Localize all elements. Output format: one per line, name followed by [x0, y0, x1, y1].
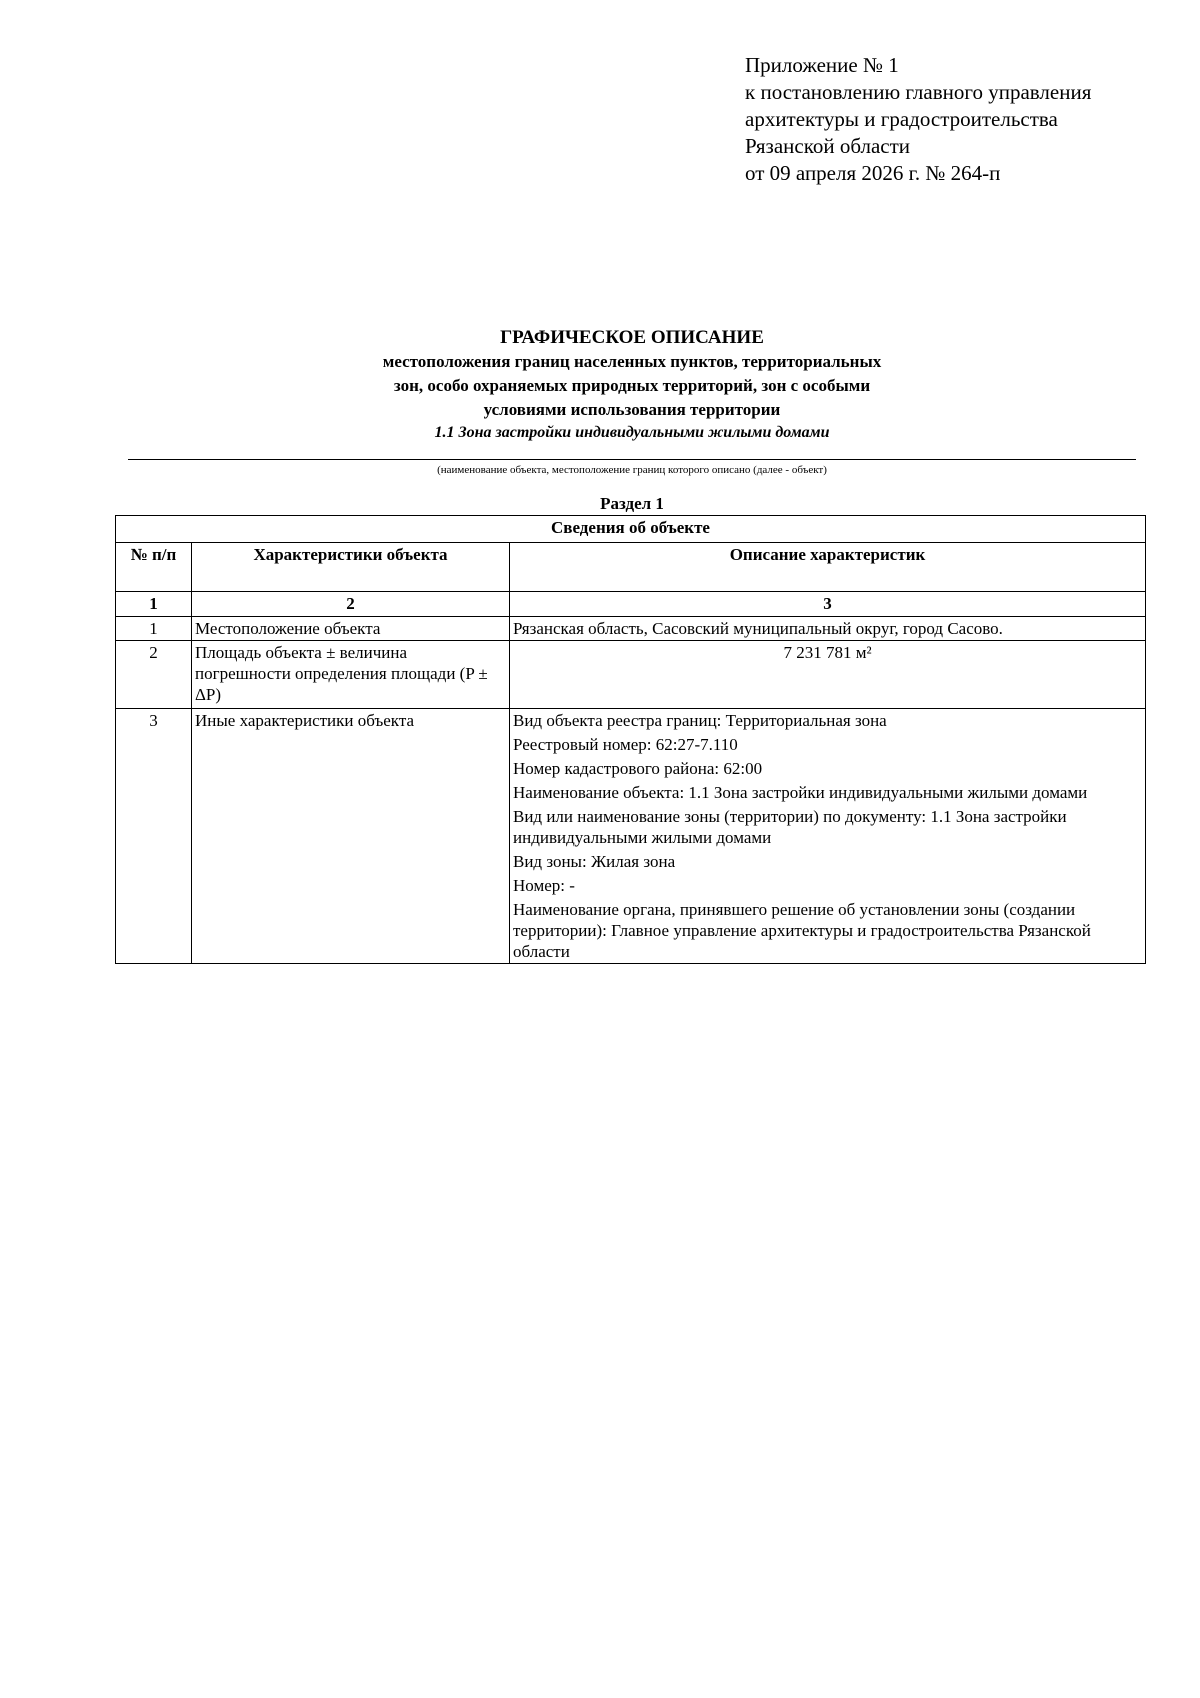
column-number: 1	[116, 592, 192, 617]
row-num: 1	[116, 617, 192, 641]
description-line: Реестровый номер: 62:27-7.110	[513, 735, 738, 754]
document-title: ГРАФИЧЕСКОЕ ОПИСАНИЕ	[500, 327, 764, 348]
table-row	[116, 617, 1146, 641]
section-label: Раздел 1	[600, 494, 664, 513]
description-line: Вид зоны: Жилая зона	[513, 852, 676, 871]
description-line: Вид объекта реестра границ: Территориальная зона	[513, 711, 887, 730]
appendix-line: к постановлению главного управления	[745, 80, 1092, 104]
column-number-row	[116, 592, 1146, 617]
object-name-caption: (наименование объекта, местоположение границ которого описано (далее - объект)	[437, 464, 827, 476]
row-characteristic: Иные характеристики объекта	[192, 709, 510, 964]
description-line: Наименование органа, принявшего решение об установлении зоны (создании территории): Главное управление архитектуры и градостроительства Рязанской области	[513, 900, 1091, 961]
description-line: Рязанская область, Сасовский муниципальный округ, город Сасово.	[513, 619, 1003, 638]
description-line: 7 231 781 м²	[783, 643, 872, 662]
object-name-underline	[128, 459, 1136, 460]
document-title-block	[128, 326, 1136, 444]
table-row	[116, 641, 1146, 709]
object-name: 1.1 Зона застройки индивидуальными жилыми домами	[434, 424, 830, 441]
description-line: Номер кадастрового района: 62:00	[513, 759, 763, 778]
column-number: 3	[510, 592, 1146, 617]
table-caption-row	[116, 516, 1146, 543]
document-subtitle-line: зон, особо охраняемых природных территорий, зон с особыми	[393, 376, 871, 395]
row-description	[510, 617, 1146, 641]
appendix-line: от 09 апреля 2026 г. № 264-п	[745, 161, 1001, 185]
description-line: Номер: -	[513, 876, 575, 895]
header-description: Описание характеристик	[510, 543, 1146, 592]
row-description	[510, 709, 1146, 964]
row-characteristic: Местоположение объекта	[192, 617, 510, 641]
row-description	[510, 641, 1146, 709]
table-caption: Сведения об объекте	[116, 516, 1146, 543]
row-characteristic: Площадь объекта ± величина погрешности определения площади (P ± ΔP)	[192, 641, 510, 709]
document-subtitle-line: условиями использования территории	[483, 400, 781, 419]
header-num: № п/п	[116, 543, 192, 592]
header-characteristic: Характеристики объекта	[192, 543, 510, 592]
row-num: 3	[116, 709, 192, 964]
row-num: 2	[116, 641, 192, 709]
appendix-header	[745, 52, 1091, 187]
appendix-line: Рязанской области	[745, 134, 911, 158]
description-line: Вид или наименование зоны (территории) по документу: 1.1 Зона застройки индивидуальными жилыми домами	[513, 807, 1067, 847]
table-header-row	[116, 543, 1146, 592]
table-row	[116, 709, 1146, 964]
appendix-line: архитектуры и градостроительства	[745, 107, 1058, 131]
description-line: Наименование объекта: 1.1 Зона застройки индивидуальными жилыми домами	[513, 783, 1088, 802]
document-subtitle-line: местоположения границ населенных пунктов, территориальных	[382, 352, 882, 371]
column-number: 2	[192, 592, 510, 617]
appendix-line: Приложение № 1	[745, 53, 899, 77]
object-info-table	[115, 515, 1146, 964]
